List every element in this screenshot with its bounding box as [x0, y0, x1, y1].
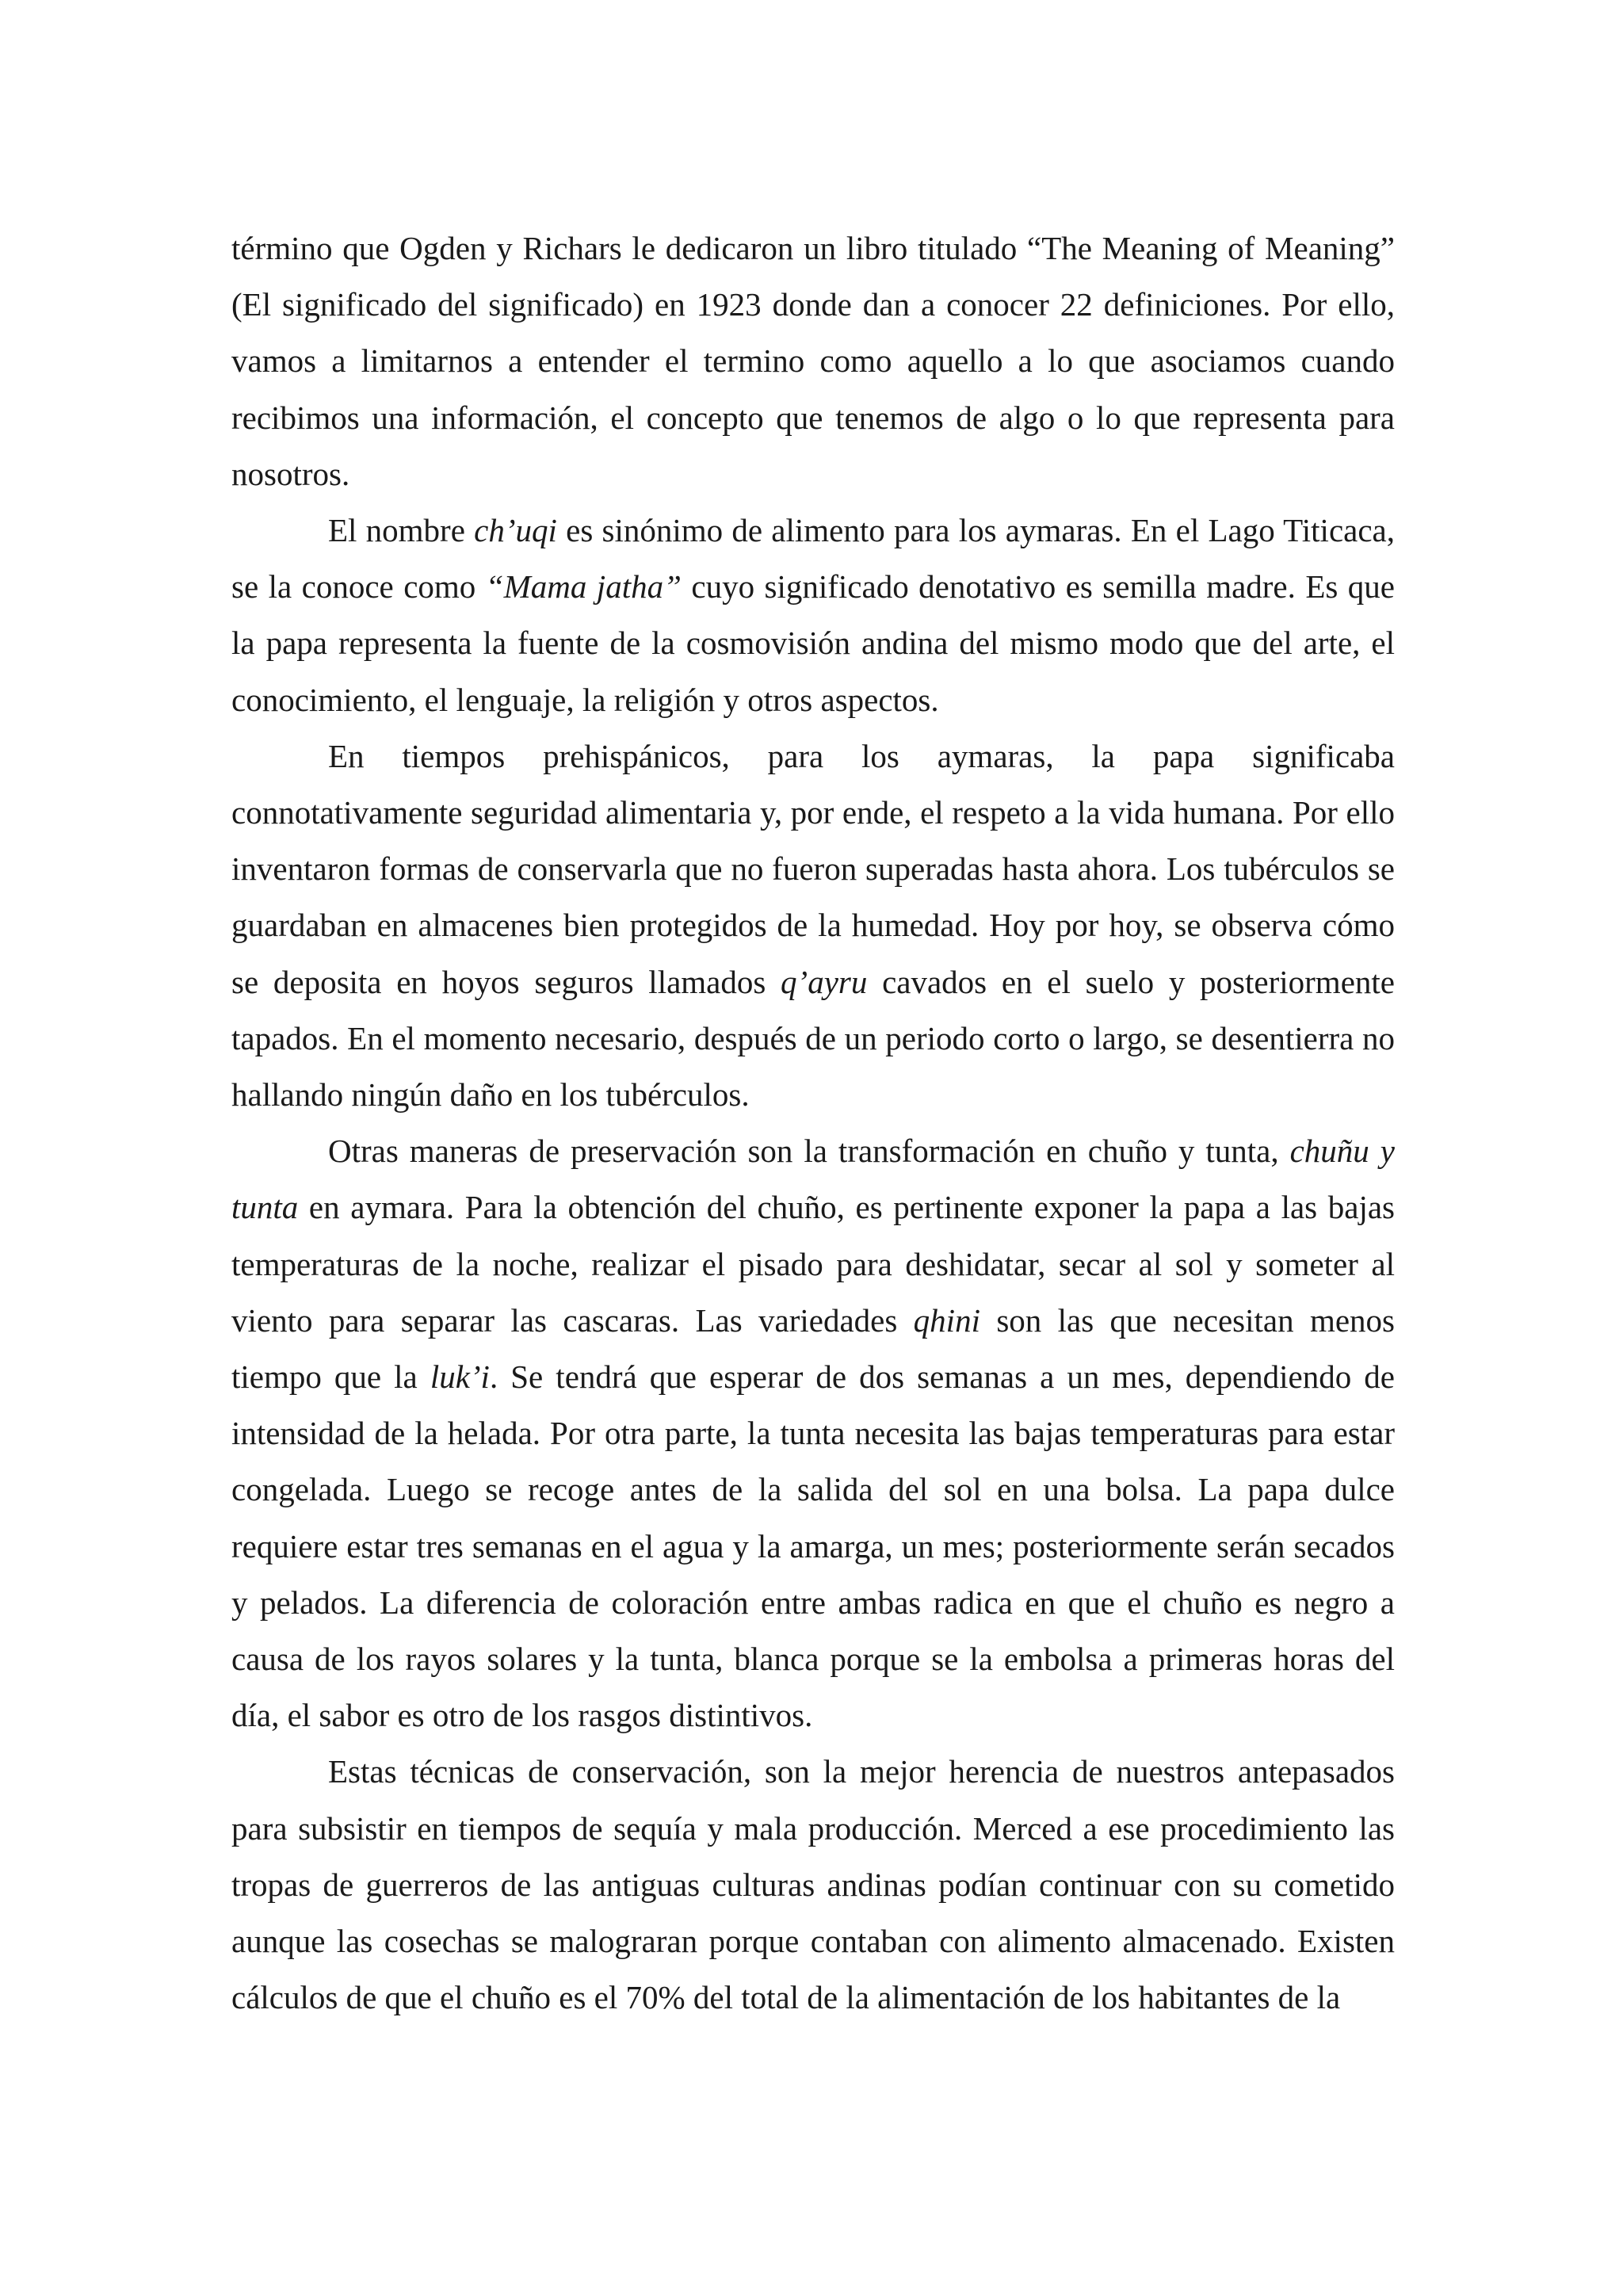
italic-term: “Mama jatha”: [485, 568, 682, 606]
italic-term: qhini: [913, 1301, 980, 1339]
paragraph-text: son las que necesitan menos tiempo que la: [231, 1301, 1395, 1396]
italic-term: chuñu y tunta: [231, 1133, 1395, 1226]
paragraph-2: [231, 502, 1395, 728]
italic-term: q’ayru: [781, 963, 868, 1000]
paragraph-4: [231, 1123, 1395, 1744]
paragraph-text: Estas técnicas de conservación, son la mejor herencia de nuestros antepasados para subsistir en tiempos de sequía y mala producción. Merced a ese procedimiento las tropas de guerreros de las antiguas culturas andinas podían continuar con su cometido aunque las cosechas se malograran porque contaban con alimento almacenado. Existen cálculos de que el chuño es el 70% del total de la alimentación de los habitantes de la: [231, 1753, 1395, 2016]
paragraph-1: [231, 220, 1395, 502]
paragraph-text: En tiempos prehispánicos, para los aymaras, la papa significaba connotativamente seguridad alimentaria y, por ende, el respeto a la vida humana. Por ello inventaron formas de conservarla que no fueron superadas hasta ahora. Los tubérculos se guardaban en almacenes bien protegidos de la humedad. Hoy por hoy, se observa cómo se deposita en hoyos seguros llamados: [231, 737, 1395, 1000]
paragraph-text: cavados en el suelo y posteriormente tapados. En el momento necesario, después de un periodo corto o largo, se desentierra no hallando ningún daño en los tubérculos.: [231, 963, 1395, 1114]
italic-term: luk’i: [430, 1358, 490, 1396]
italic-term: ch’uqi: [474, 512, 557, 549]
paragraph-text: en aymara. Para la obtención del chuño, es pertinente exponer la papa a las bajas temperaturas de la noche, realizar el pisado para deshidatar, secar al sol y someter al viento para separar las cascaras. Las variedades: [231, 1189, 1395, 1339]
paragraph-text: El nombre: [328, 512, 475, 549]
paragraph-text: . Se tendrá que esperar de dos semanas a un mes, dependiendo de intensidad de la helada. Por otra parte, la tunta necesita las bajas temperaturas para estar congelada. Luego se recoge antes de la salida del sol en una bolsa. La papa dulce requiere estar tres semanas en el agua y la amarga, un mes; posteriormente serán secados y pelados. La diferencia de coloración entre ambas radica en que el chuño es negro a causa de los rayos solares y la tunta, blanca porque se la embolsa a primeras horas del día, el sabor es otro de los rasgos distintivos.: [231, 1358, 1395, 1734]
paragraph-text: término que Ogden y Richars le dedicaron un libro titulado “The Meaning of Meaning” (El significado del significado) en 1923 donde dan a conocer 22 definiciones. Por ello, vamos a limitarnos a entender el termino como aquello a lo que asociamos cuando recibimos una información, el concepto que tenemos de algo o lo que representa para nosotros.: [231, 230, 1395, 492]
body-text: [231, 220, 1395, 2027]
paragraph-text: Otras maneras de preservación son la transformación en chuño y tunta,: [328, 1133, 1290, 1170]
paragraph-text: es sinónimo de alimento para los aymaras. En el Lago Titicaca, se la conoce como: [231, 512, 1395, 606]
paragraph-3: [231, 728, 1395, 1123]
paragraph-5: [231, 1744, 1395, 2026]
paragraph-text: cuyo significado denotativo es semilla madre. Es que la papa representa la fuente de la cosmovisión andina del mismo modo que del arte, el conocimiento, el lenguaje, la religión y otros aspectos.: [231, 568, 1395, 718]
